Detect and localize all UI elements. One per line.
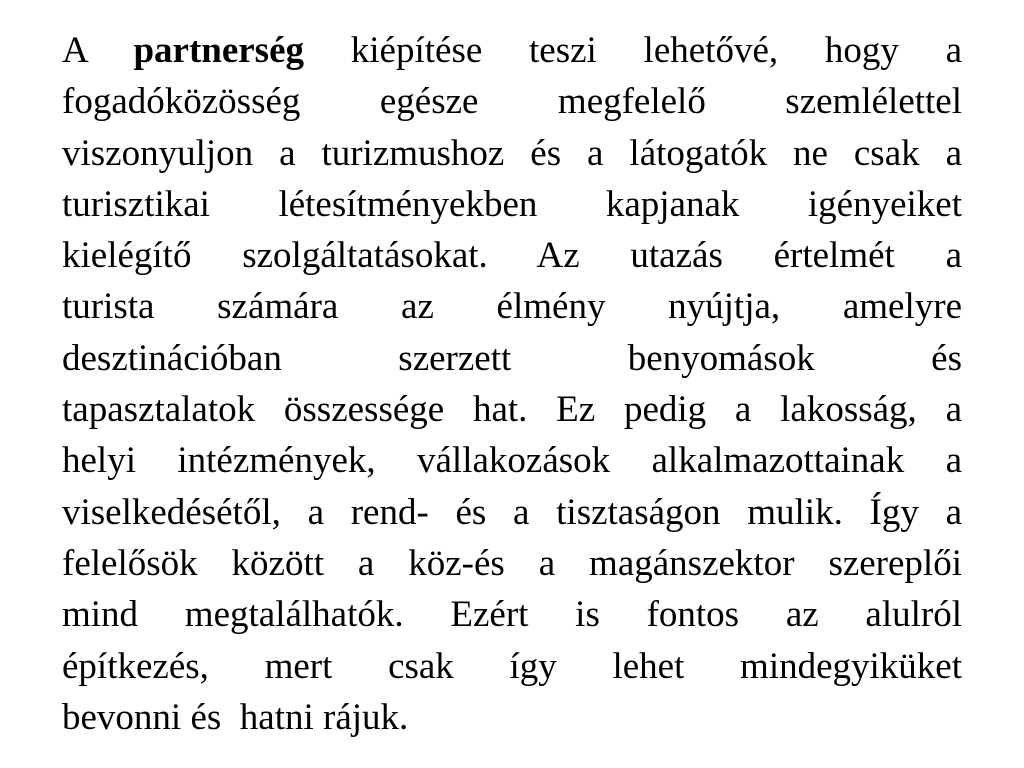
text-segment: kiépítése teszi lehetővé, hogy a xyxy=(350,30,963,71)
text-line: viselkedésétől, a rend- és a tisztaságon mulik. Így a xyxy=(62,491,962,533)
text-line: építkezés, mert csak így lehet mindegyiküket xyxy=(62,645,962,687)
text-line: helyi intézmények, vállakozások alkalmazottainak a xyxy=(62,440,962,482)
body-paragraph xyxy=(62,25,962,743)
text-segment: A xyxy=(62,30,87,71)
text-line: turista számára az élmény nyújtja, amelyre xyxy=(62,286,962,328)
text-line: viszonyuljon a turizmushoz és a látogatók ne csak a xyxy=(62,132,962,174)
text-line: mind megtalálhatók. Ezért is fontos az alulról xyxy=(62,594,962,636)
text-line: bevonni és hatni rájuk. xyxy=(62,696,409,738)
text-line xyxy=(62,25,962,76)
text-line: tapasztalatok összessége hat. Ez pedig a lakosság, a xyxy=(62,389,962,431)
text-line: turisztikai létesítményekben kapjanak igényeiket xyxy=(62,183,962,225)
text-line: felelősök között a köz-és a magánszektor szereplői xyxy=(62,542,962,584)
text-line: kielégítő szolgáltatásokat. Az utazás értelmét a xyxy=(62,235,962,277)
bold-term: partnerség xyxy=(133,30,305,71)
text-line: desztinációban szerzett benyomások és xyxy=(62,337,962,379)
text-line: fogadóközösség egésze megfelelő szemlélettel xyxy=(62,81,962,123)
